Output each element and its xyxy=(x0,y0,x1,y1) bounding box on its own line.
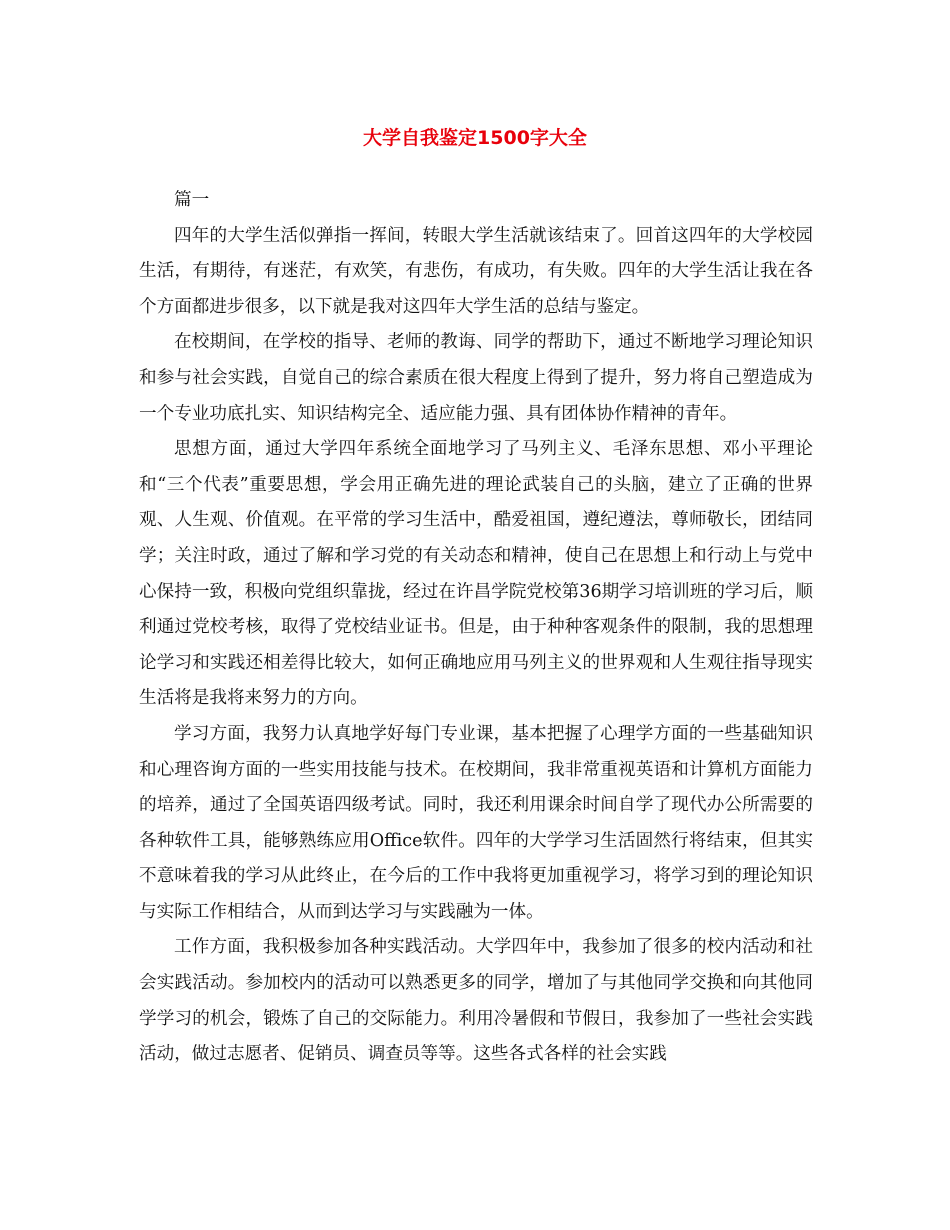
section-label: 篇一 xyxy=(174,190,210,210)
paragraph-ideology: 思想方面，通过大学四年系统全面地学习了马列主义、毛泽东思想、邓小平理论和“三个代表”重要思想，学会用正确先进的理论武装自己的头脑，建立了正确的世界观、人生观、价值观。在平常的学习生活中，酷爱祖国，遵纪遵法，尊师敬长，团结同学；关注时政，通过了解和学习党的有关动态和精神，使自己在思想上和行动上与党中心保持一致，积极向党组织靠拢，经过在许昌学院党校第36期学习培训班的学习后，顺利通过党校考核，取得了党校结业证书。但是，由于种种客观条件的限制，我的思想理论学习和实践还相差得比较大，如何正确地应用马列主义的世界观和人生观往指导现实生活将是我将来努力的方向。 xyxy=(139,439,813,709)
paragraph-intro: 四年的大学生活似弹指一挥间，转眼大学生活就该结束了。回首这四年的大学校园生活，有期待，有迷茫，有欢笑，有悲伤，有成功，有失败。四年的大学生活让我在各个方面都进步很多，以下就是我对这四年大学生活的总结与鉴定。 xyxy=(139,225,813,317)
document-body xyxy=(139,183,813,1073)
document-title: 大学自我鉴定1500字大全 xyxy=(363,127,587,149)
paragraph-study: 学习方面，我努力认真地学好每门专业课，基本把握了心理学方面的一些基础知识和心理咨询方面的一些实用技能与技术。在校期间，我非常重视英语和计算机方面能力的培养，通过了全国英语四级考试。同时，我还利用课余时间自学了现代办公所需要的各种软件工具，能够熟练应用Office软件。四年的大学学习生活固然行将结束，但其实不意味着我的学习从此终止，在今后的工作中我将更加重视学习，将学习到的理论知识与实际工作相结合，从而到达学习与实践融为一体。 xyxy=(139,723,813,922)
paragraph-campus: 在校期间，在学校的指导、老师的教诲、同学的帮助下，通过不断地学习理论知识和参与社会实践，自觉自己的综合素质在很大程度上得到了提升，努力将自己塑造成为一个专业功底扎实、知识结构完全、适应能力强、具有团体协作精神的青年。 xyxy=(139,332,813,424)
paragraph-work: 工作方面，我积极参加各种实践活动。大学四年中，我参加了很多的校内活动和社会实践活动。参加校内的活动可以熟悉更多的同学，增加了与其他同学交换和向其他同学学习的机会，锻炼了自己的交际能力。利用冷暑假和节假日，我参加了一些社会实践活动，做过志愿者、促销员、调查员等等。这些各式各样的社会实践 xyxy=(139,937,813,1065)
